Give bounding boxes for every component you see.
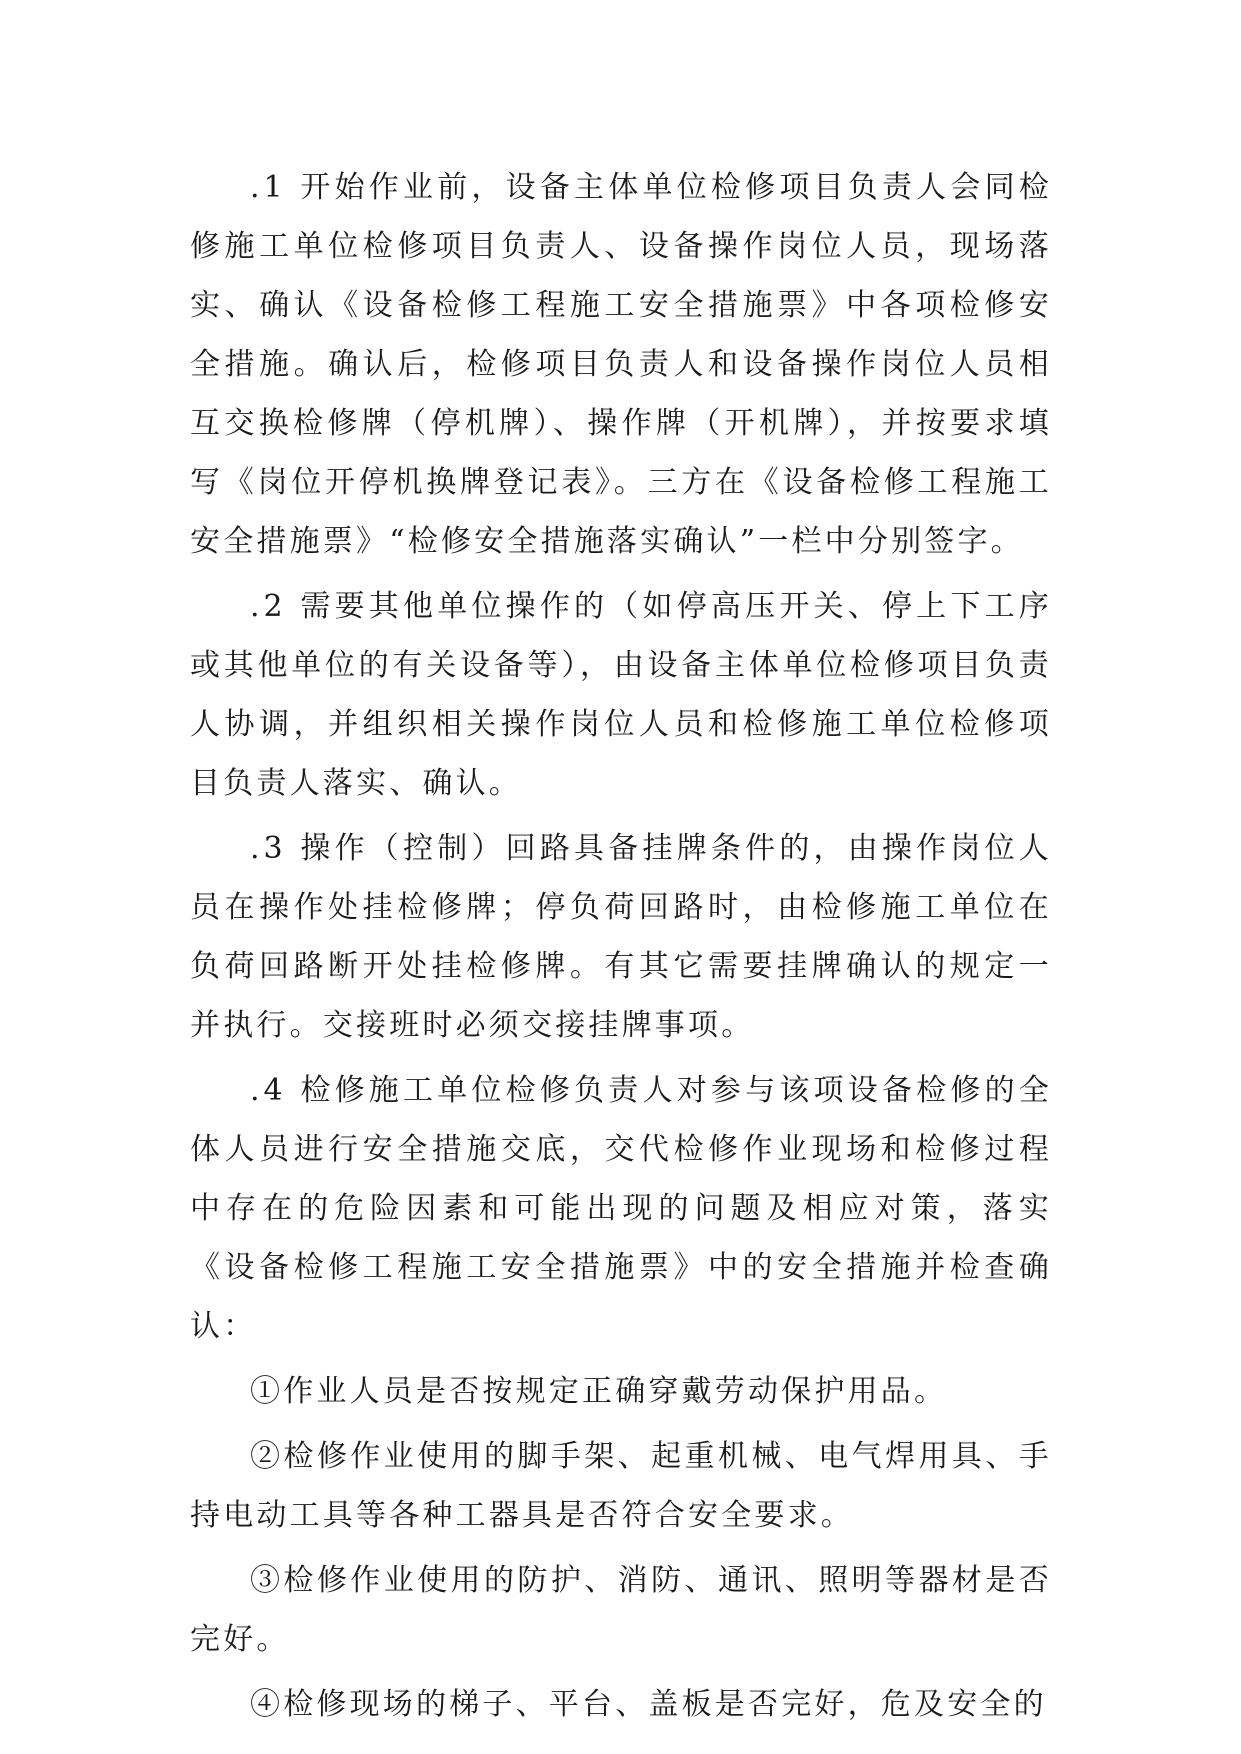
section-number: .4 — [250, 1073, 287, 1108]
section-paragraph-3 — [190, 819, 1052, 1055]
section-text: 开始作业前，设备主体单位检修项目负责人会同检修施工单位检修项目负责人、设备操作岗位人员，现场落实、确认《设备检修工程施工安全措施票》中各项检修安全措施。确认后，检修项目负责人和设备操作岗位人员相互交换检修牌（停机牌）、操作牌（开机牌），并按要求填写《岗位开停机换牌登记表》。三方在《设备检修工程施工安全措施票》“检修安全措施落实确认”一栏中分别签字。 — [190, 170, 1052, 559]
section-number: .3 — [250, 831, 287, 866]
section-number: .1 — [250, 170, 287, 205]
checklist-item-2: ②检修作业使用的脚手架、起重机械、电气焊用具、手持电动工具等各种工器具是否符合安全要求。 — [190, 1439, 1052, 1533]
checklist-item-3: ③检修作业使用的防护、消防、通讯、照明等器材是否完好。 — [190, 1563, 1052, 1657]
section-paragraph-4 — [190, 1061, 1052, 1356]
section-text: 需要其他单位操作的（如停高压开关、停上下工序或其他单位的有关设备等），由设备主体单位检修项目负责人协调，并组织相关操作岗位人员和检修施工单位检修项目负责人落实、确认。 — [190, 589, 1052, 801]
document-body — [190, 158, 1052, 1734]
section-text: 检修施工单位检修负责人对参与该项设备检修的全体人员进行安全措施交底，交代检修作业现场和检修过程中存在的危险因素和可能出现的问题及相应对策，落实《设备检修工程施工安全措施票》中的安全措施并检查确认： — [190, 1073, 1052, 1344]
section-paragraph-1 — [190, 158, 1052, 571]
section-number: .2 — [250, 589, 287, 624]
section-paragraph-2 — [190, 577, 1052, 813]
checklist-item-4: ④检修现场的梯子、平台、盖板是否完好，危及安全的 — [250, 1687, 1047, 1722]
checklist-item-1: ①作业人员是否按规定正确穿戴劳动保护用品。 — [250, 1374, 948, 1409]
section-text: 操作（控制）回路具备挂牌条件的，由操作岗位人员在操作处挂检修牌；停负荷回路时，由检修施工单位在负荷回路断开处挂检修牌。有其它需要挂牌确认的规定一并执行。交接班时必须交接挂牌事项。 — [190, 831, 1052, 1043]
